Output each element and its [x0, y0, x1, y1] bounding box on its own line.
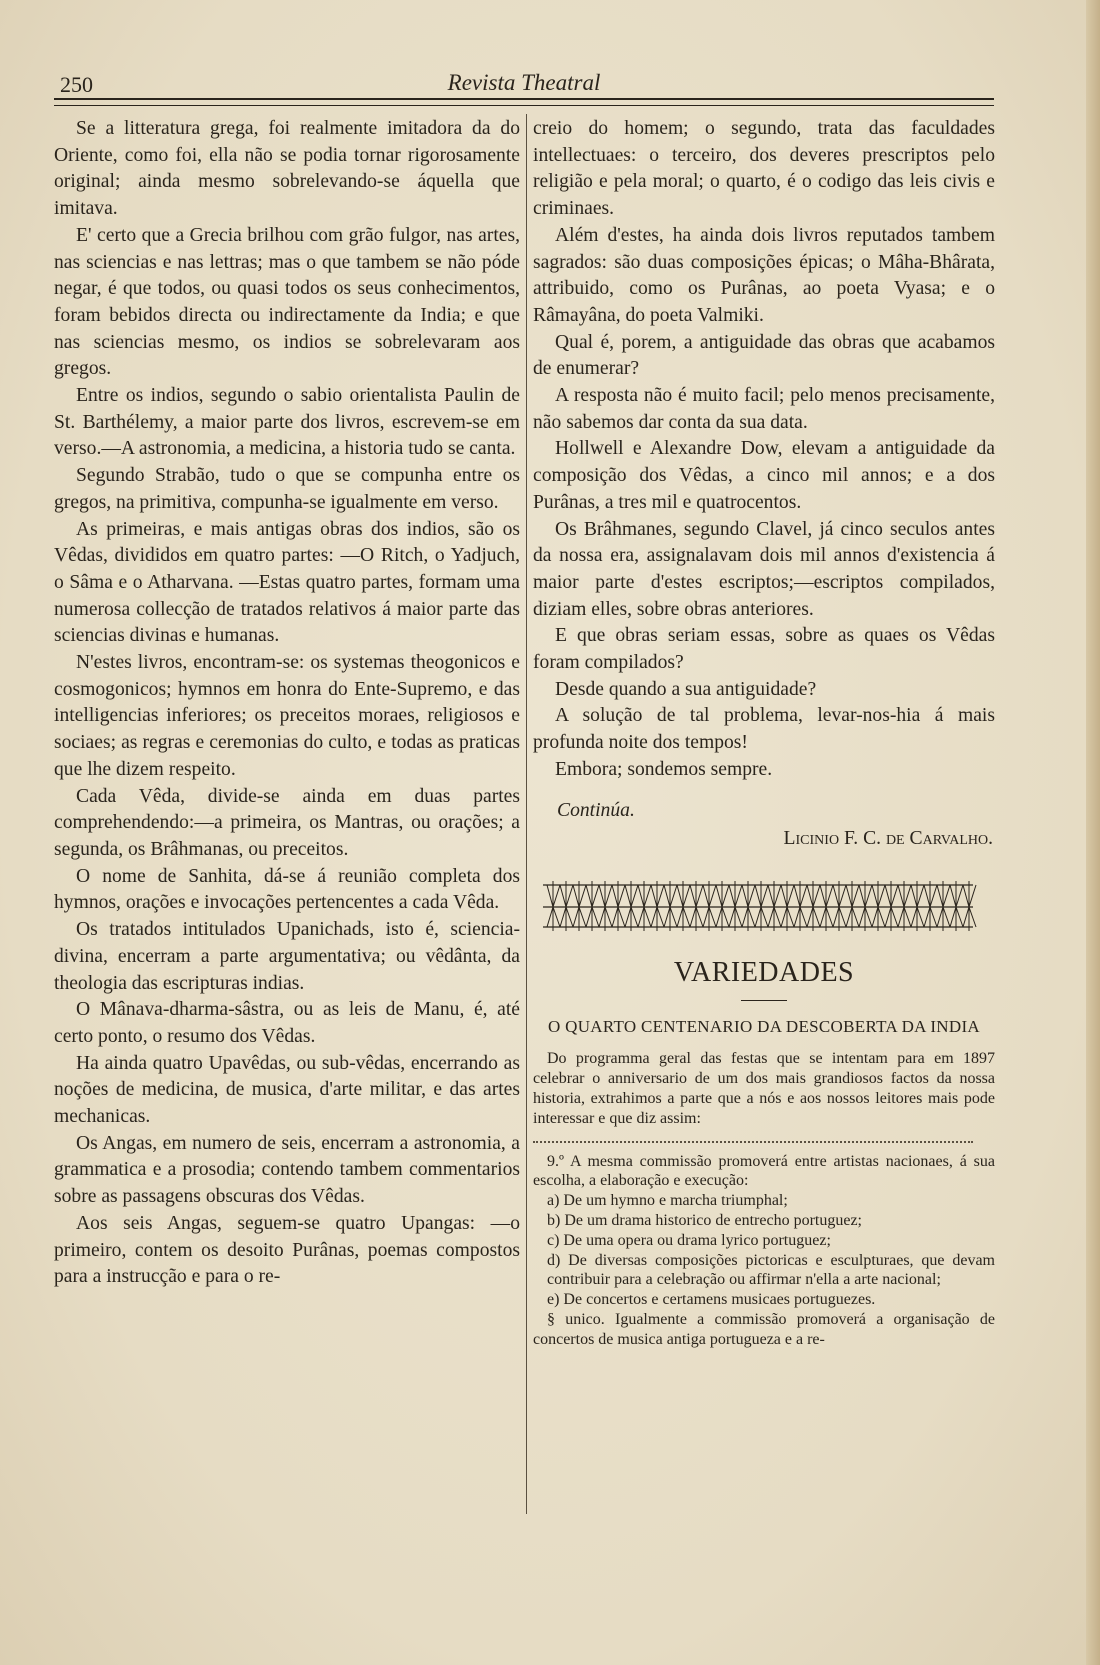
paragraph: Os Angas, em numero de seis, encerram a astronomia, a grammatica e a prosodia; contendo tambem commentarios sobre as passagens obscuras dos Vêdas.	[54, 1132, 520, 1208]
paragraph: Hollwell e Alexandre Dow, elevam a antiguidade da composição dos Vêdas, a cinco mil annos; e a dos Purânas, a tres mil e quatrocentos.	[533, 438, 995, 513]
list-item: b) De um drama historico de entrecho portuguez;	[547, 1211, 862, 1229]
article-intro	[533, 1049, 995, 1128]
paragraph: Os Brâhmanes, segundo Clavel, já cinco seculos antes da nossa era, assignalavam dois mil annos d'existencia á maior parte d'estes escriptos;—escriptos compilados, diziam elles, sobre obras anteriores.	[533, 518, 995, 620]
page-edge	[1086, 0, 1100, 1665]
paragraph: E' certo que a Grecia brilhou com grão fulgor, nas artes, nas sciencias e nas lettras; mas o que tambem se não póde negar, é que todos, ou quasi todos os seus conhecimentos, foram bebidos directa ou indirectamente da India; e que nas sciencias mesmo, os indios se sobrelevaram aos gregos.	[54, 224, 520, 380]
paragraph: A resposta não é muito facil; pelo menos precisamente, não sabemos dar conta da sua data.	[533, 385, 995, 433]
paragraph: O nome de Sanhita, dá-se á reunião completa dos hymnos, orações e invocações pertencentes a cada Vêda.	[54, 865, 520, 914]
title-rule	[741, 1000, 787, 1001]
paragraph: Entre os indios, segundo o sabio orientalista Paulin de St. Barthélemy, a maior parte dos livros, escrevem-se em verso.—A astronomia, a medicina, a historia tudo se canta.	[54, 385, 520, 460]
paragraph: A solução de tal problema, levar-nos-hia á mais profunda noite dos tempos!	[533, 705, 995, 754]
paragraph: Os tratados intitulados Upanichads, isto é, sciencia-divina, encerram a parte argumentativa; ou vêdânta, da theologia das escripturas indias.	[54, 919, 520, 994]
article-body	[533, 1152, 995, 1350]
running-title: Revista Theatral	[447, 70, 601, 95]
paragraph: N'estes livros, encontram-se: os systemas theogonicos e cosmogonicos; hymnos em honra do Ente-Supremo, e das intelligencias inferiores; os preceitos moraes, religiosos e sociaes; as regras e ceremonias do culto, e todas as praticas que lhe dizem respeito.	[54, 652, 520, 780]
right-column	[533, 116, 995, 1350]
paragraph: Cada Vêda, divide-se ainda em duas partes comprehendendo:—a primeira, os Mantras, ou orações; a segunda, os Brâhmanas, ou preceitos.	[54, 785, 520, 860]
article-clause: 9.º A mesma commissão promoverá entre artistas nacionaes, á sua escolha, a elaboração e execução:	[533, 1152, 995, 1190]
header-rule	[54, 98, 994, 106]
paragraph: Embora; sondemos sempre.	[555, 758, 773, 780]
paragraph: As primeiras, e mais antigas obras dos indios, são os Vêdas, divididos em quatro partes: —O Ritch, o Yadjuch, o Sâma e o Atharvana. —Estas quatro partes, formam uma numerosa collecção de tratados relativos á maior parte das sciencias divinas e humanas.	[54, 518, 520, 647]
author-signature: Licinio F. C. de Carvalho.	[783, 828, 993, 850]
paragraph: Se a litteratura grega, foi realmente imitadora da do Oriente, como foi, ella não se podia tornar rigorosamente original; ainda mesmo sobrelevando-se áquella que imitava.	[54, 118, 520, 220]
paragraph: O Mânava-dharma-sâstra, ou as leis de Manu, é, até certo ponto, o resumo dos Vêdas.	[54, 999, 520, 1047]
paragraph: creio do homem; o segundo, trata das faculdades intellectuaes: o terceiro, dos deveres prescriptos pelo religião e pela moral; o quarto, é o codigo das leis civis e criminaes.	[533, 118, 995, 220]
page-number: 250	[60, 72, 93, 97]
paragraph: Além d'estes, ha ainda dois livros reputados tambem sagrados: são duas composições épicas; o Mâha-Bhârata, attribuido, como os Purânas, ao poeta Vyasa; e o Râmayâna, do poeta Valmiki.	[533, 224, 995, 326]
paragraph: Segundo Strabão, tudo o que se compunha entre os gregos, na primitiva, compunha-se igualmente em verso.	[54, 465, 520, 513]
list-item: e) De concertos e certamens musicaes portuguezes.	[547, 1291, 876, 1309]
list-item: c) De uma opera ou drama lyrico portuguez;	[547, 1231, 831, 1249]
ornament-divider-icon	[533, 877, 983, 933]
unico-clause: § unico. Igualmente a commissão promoverá a organisação de concertos de musica antiga portugueza e a re-	[533, 1310, 995, 1348]
left-column	[54, 116, 520, 1291]
section-title: VARIEDADES	[673, 956, 855, 988]
list-item: a) De um hymno e marcha triumphal;	[547, 1192, 788, 1210]
intro-text: Do programma geral das festas que se intentam para em 1897 celebrar o anniversario de um dos mais grandiosos factos da nossa historia, extrahimos a parte que a nós e aos nossos leitores mais pode interessar e que diz assim:	[533, 1050, 995, 1127]
list-item: d) De diversas composições pictoricas e esculpturaes, que devam contribuir para a celebração ou affirmar n'ella a arte nacional;	[547, 1251, 995, 1289]
ellipsis-dots	[533, 1141, 973, 1144]
paragraph: E que obras seriam essas, sobre as quaes os Vêdas foram compilados?	[533, 625, 995, 674]
continua-note: Continúa.	[557, 799, 635, 821]
paragraph: Desde quando a sua antiguidade?	[555, 678, 817, 700]
article-subtitle: O QUARTO CENTENARIO DA DESCOBERTA DA INDIA	[548, 1017, 980, 1037]
column-divider	[526, 114, 527, 1514]
paragraph: Ha ainda quatro Upavêdas, ou sub-vêdas, encerrando as noções de medicina, de musica, d'arte militar, e das artes mechanicas.	[54, 1052, 520, 1128]
paragraph: Aos seis Angas, seguem-se quatro Upangas: —o primeiro, contem os desoito Purânas, poemas compostos para a instrucção e para o re-	[54, 1212, 520, 1288]
running-header	[54, 70, 994, 100]
paragraph: Qual é, porem, a antiguidade das obras que acabamos de enumerar?	[533, 331, 995, 380]
